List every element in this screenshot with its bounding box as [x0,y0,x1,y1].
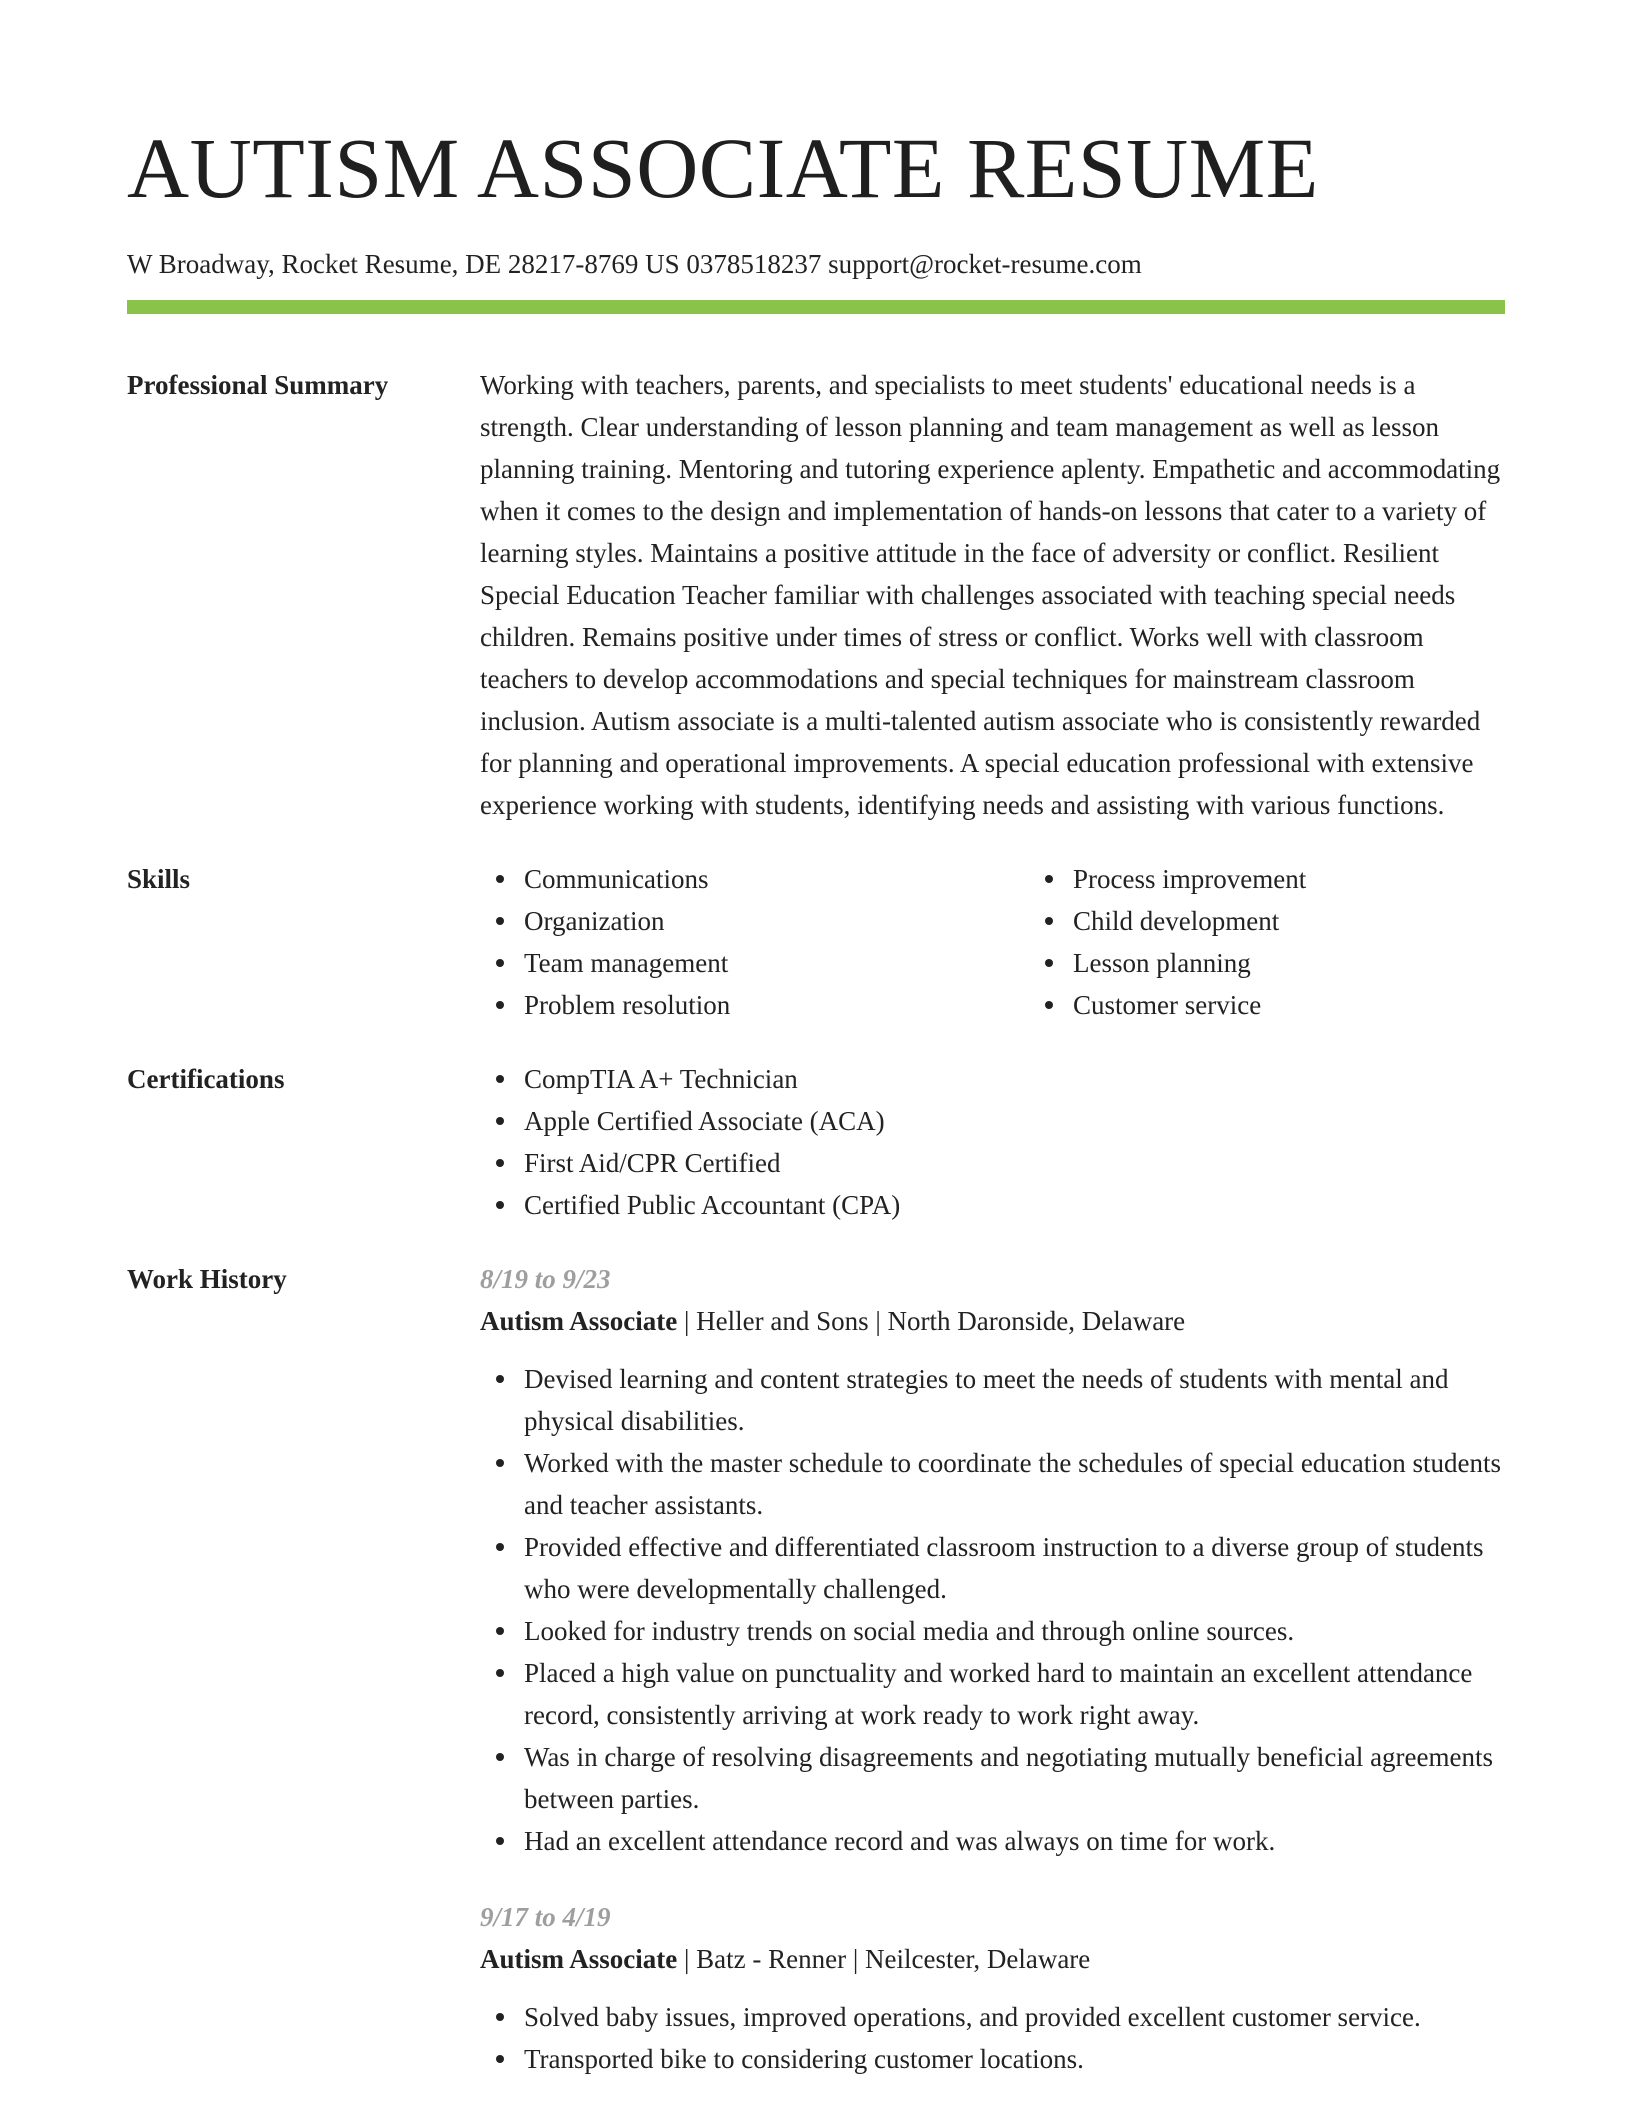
skill-item: Lesson planning [1073,942,1578,984]
job-employer-location: | Heller and Sons | North Daronside, Delaware [677,1306,1186,1336]
skills-column-left [480,858,1029,1026]
job-bullet: Solved baby issues, improved operations, and provided excellent customer service. [524,1996,1505,2038]
contact-line [127,246,1505,282]
job-heading [480,1938,1505,1980]
certification-item: Certified Public Accountant (CPA) [524,1184,1505,1226]
skills-section [127,858,1505,1026]
summary-section [127,364,1505,826]
job-bullet: Placed a high value on punctuality and worked hard to maintain an excellent attendance record, consistently arriving at work ready to work right away. [524,1652,1505,1736]
skill-item: Customer service [1073,984,1578,1026]
job-employer-location: | Batz - Renner | Neilcester, Delaware [677,1944,1091,1974]
job-bullet: Devised learning and content strategies to meet the needs of students with mental and physical disabilities. [524,1358,1505,1442]
job-entry [480,1258,1505,1862]
certifications-heading: Certifications [127,1064,285,1094]
job-title: Autism Associate [480,1306,678,1336]
job-bullet: Looked for industry trends on social media and through online sources. [524,1610,1505,1652]
certification-item: First Aid/CPR Certified [524,1142,1505,1184]
header-divider [127,300,1505,314]
work-history-section [127,1258,1505,2114]
job-bullets [480,1996,1505,2080]
skill-item: Problem resolution [524,984,1029,1026]
job-bullet: Transported bike to considering customer locations. [524,2038,1505,2080]
summary-heading: Professional Summary [127,370,389,400]
certifications-section [127,1058,1505,1226]
summary-text: Working with teachers, parents, and specialists to meet students' educational needs is a strength. Clear understanding of lesson planning and team management as well as lesson planning training. Mentoring and tutoring experience aplenty. Empathetic and accommodating when it comes to the design and implementation of hands-on lessons that cater to a variety of learning styles. Maintains a positive attitude in the face of adversity or conflict. Resilient Special Education Teacher familiar with challenges associated with teaching special needs children. Remains positive under times of stress or conflict. Works well with classroom teachers to develop accommodations and special techniques for mainstream classroom inclusion. Autism associate is a multi-talented autism associate who is consistently rewarded for planning and operational improvements. A special education professional with extensive experience working with students, identifying needs and assisting with various functions. [480,370,1501,820]
certification-item: Apple Certified Associate (ACA) [524,1100,1505,1142]
contact-address: W Broadway, Rocket Resume, DE 28217-8769 US [127,249,680,279]
work-history-heading: Work History [127,1264,287,1294]
job-bullet: Was in charge of resolving disagreements and negotiating mutually beneficial agreements between parties. [524,1736,1505,1820]
skills-column-right [1029,858,1578,1026]
certifications-list [480,1058,1505,1226]
job-bullet: Provided effective and differentiated classroom instruction to a diverse group of students who were developmentally challenged. [524,1526,1505,1610]
job-entry [480,1896,1505,2080]
job-bullets [480,1358,1505,1862]
contact-email[interactable]: support@rocket-resume.com [828,249,1142,279]
skill-item: Team management [524,942,1029,984]
skill-item: Process improvement [1073,858,1578,900]
job-dates: 8/19 to 9/23 [480,1264,611,1294]
contact-phone: 0378518237 [686,249,822,279]
certification-item: CompTIA A+ Technician [524,1058,1505,1100]
skill-item: Child development [1073,900,1578,942]
skills-list [480,858,1578,1026]
job-dates: 9/17 to 4/19 [480,1902,611,1932]
job-title: Autism Associate [480,1944,678,1974]
skill-item: Communications [524,858,1029,900]
job-heading [480,1300,1505,1342]
job-bullet: Worked with the master schedule to coordinate the schedules of special education students and teacher assistants. [524,1442,1505,1526]
resume-title: AUTISM ASSOCIATE RESUME [127,120,1319,216]
skills-heading: Skills [127,864,191,894]
skill-item: Organization [524,900,1029,942]
job-bullet: Had an excellent attendance record and was always on time for work. [524,1820,1505,1862]
